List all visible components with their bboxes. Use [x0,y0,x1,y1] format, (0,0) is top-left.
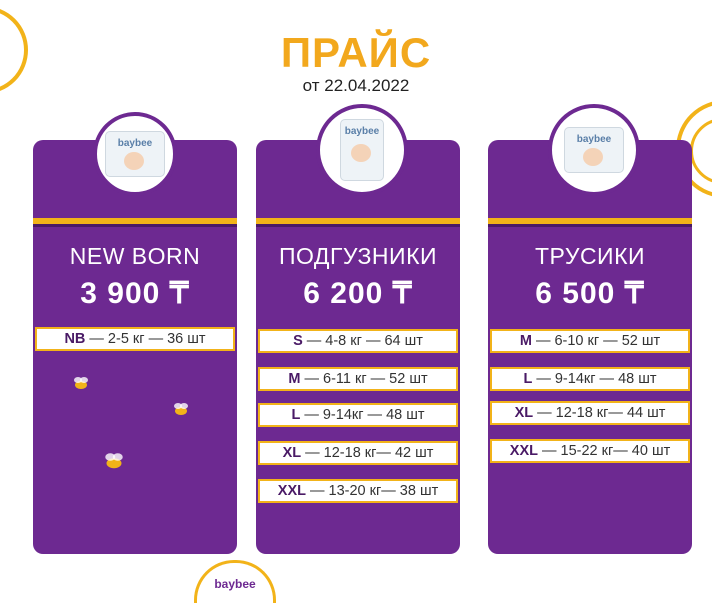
card-divider-shadow [488,224,692,227]
size-details: — 12-18 кг— 44 шт [537,405,666,421]
size-details: — 4-8 кг — 64 шт [306,333,423,349]
size-details: — 6-10 кг — 52 шт [535,333,661,349]
size-row [258,403,458,427]
page-title: ПРАЙС [280,29,432,76]
size-details: — 6-11 кг — 52 шт [304,371,428,387]
size-row [258,479,458,503]
pack-brand: baybee [344,126,380,137]
size-row [258,329,458,353]
size-label: XL [282,445,302,461]
size-label: NB [64,331,86,347]
size-row [490,367,690,391]
price-card-pants [488,140,692,554]
size-label: M [288,371,301,387]
size-row [35,327,235,351]
bee-icon [71,376,91,392]
pants-pack-image [548,104,640,196]
card-title: NEW BORN [69,243,201,269]
size-row [490,439,690,463]
size-row [490,401,690,425]
page-subtitle: от 22.04.2022 [302,76,410,95]
size-details: — 13-20 кг— 38 шт [309,483,439,499]
card-divider-shadow [33,224,237,227]
size-details: — 9-14кг — 48 шт [536,371,657,387]
card-divider-shadow [256,224,460,227]
size-label: L [291,407,301,423]
size-details: — 12-18 кг— 42 шт [305,445,434,461]
card-title: ПОДГУЗНИКИ [278,243,437,269]
size-label: L [523,371,533,387]
diapers-pack-image [316,104,408,196]
size-row [258,441,458,465]
logo-text: baybee [214,577,256,591]
size-details: — 15-22 кг— 40 шт [541,443,671,459]
size-row [258,367,458,391]
price-card-newborn [33,140,237,554]
size-label: XL [514,405,534,421]
card-title: ТРУСИКИ [534,243,646,269]
newborn-pack-image [93,112,177,196]
size-label: S [293,333,303,349]
pack-brand: baybee [117,138,153,149]
bee-icon [101,452,127,472]
size-label: XXL [277,483,306,499]
card-price: 3 900 ₸ [80,277,190,310]
brand-logo [194,560,276,603]
size-details: — 2-5 кг — 36 шт [89,331,206,347]
size-details: — 9-14кг — 48 шт [304,407,425,423]
size-label: M [519,333,532,349]
pack-brand: baybee [576,134,612,145]
size-row [490,329,690,353]
card-price: 6 500 ₸ [535,277,645,310]
card-price: 6 200 ₸ [303,277,413,310]
price-card-diapers [256,140,460,554]
bee-icon [171,402,191,418]
size-label: XXL [509,443,538,459]
